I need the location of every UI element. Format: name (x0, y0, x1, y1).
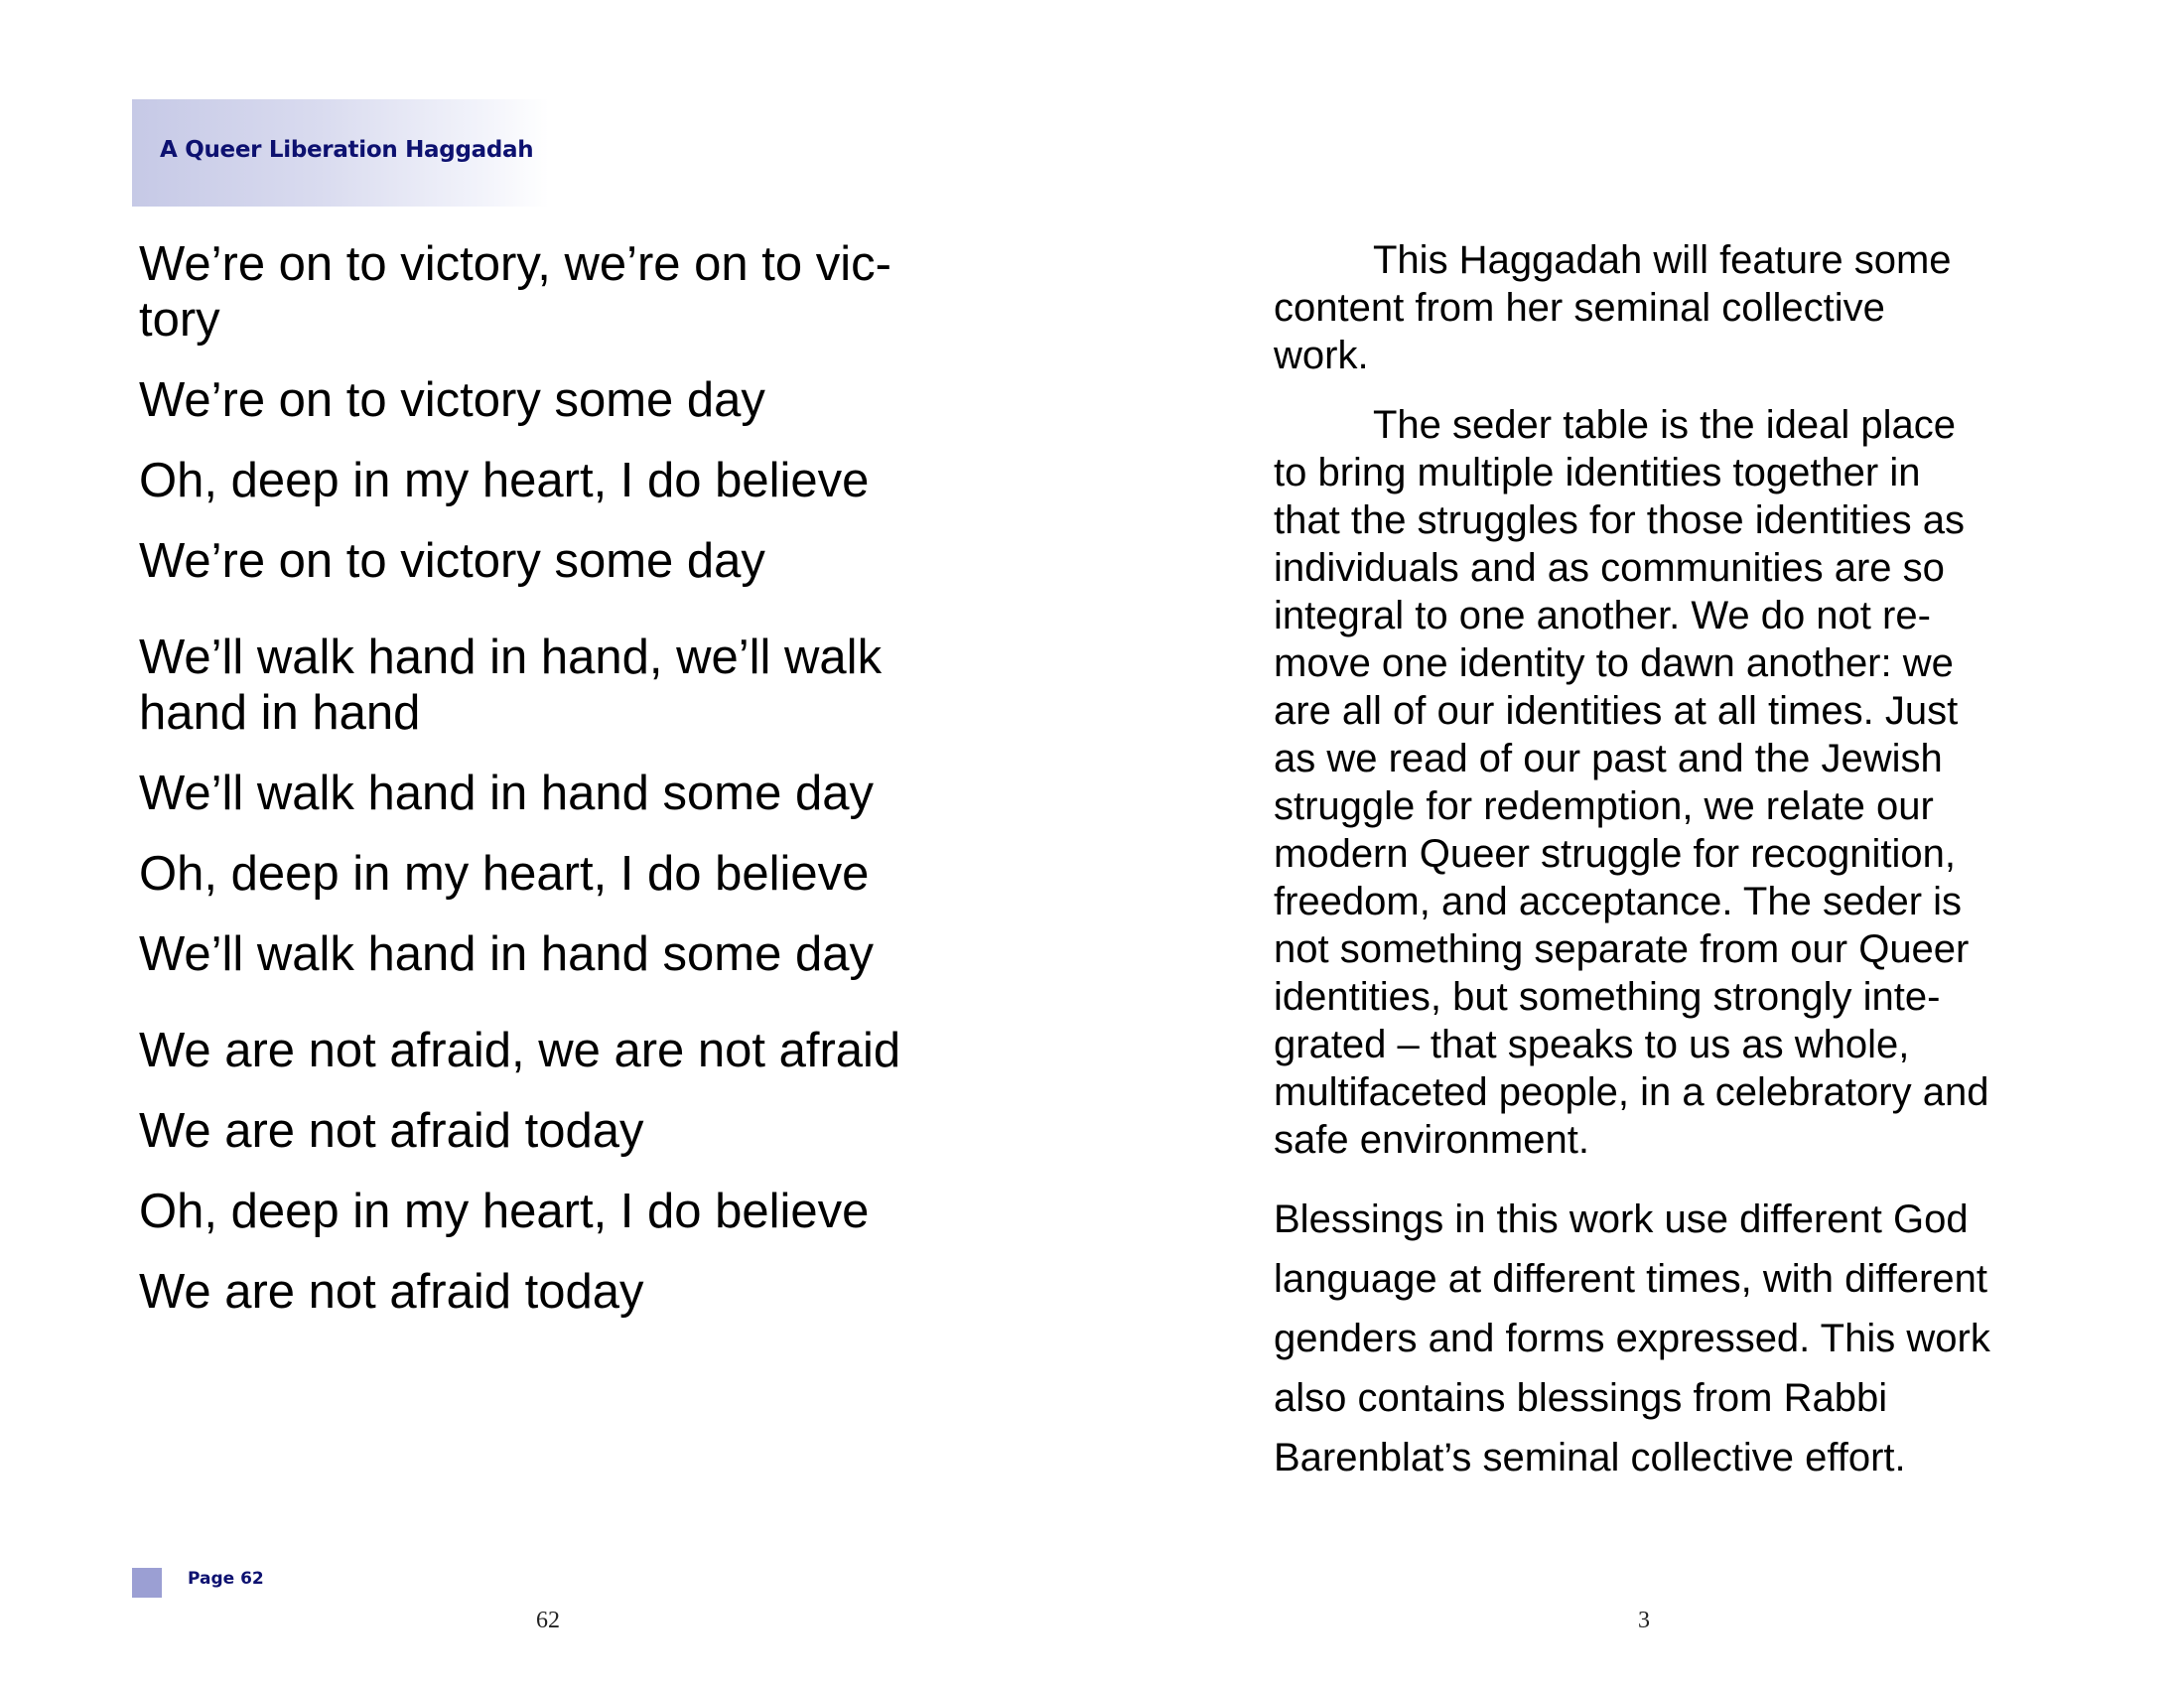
lyric-line: We are not afraid, we are not afraid (139, 1024, 901, 1077)
paragraph-intro: This Haggadah will feature some content from her seminal collective work. (1274, 238, 1952, 377)
lyric-line: We are not afraid today (139, 1104, 644, 1158)
paragraph-seder: The seder table is the ideal place to bring multiple identities together in that the struggles for those identities as individuals and as communities are so integral to one another. We do not re- move one identity to dawn another: we are all of our identities at all times. Just as we read of our past and the Jewish struggle for redemption, we relate our modern Queer struggle for recognition, freedom, and acceptance. The seder is not something separate from our Queer identities, but something strongly inte- grated – that speaks to us as whole, multifaceted people, in a celebratory and safe environment. (1274, 403, 1989, 1162)
verse (139, 1023, 953, 1320)
lyric-line: We’ll walk hand in hand some day (139, 927, 874, 981)
page-number-left: 62 (536, 1608, 560, 1633)
verse (139, 630, 953, 982)
lyric-line: We’re on to victory, we’re on to vic- tory (139, 237, 891, 347)
running-header (132, 99, 549, 207)
paragraph-blessings: Blessings in this work use different God language at different times, with different genders and forms expressed. This work also contains blessings from Rabbi Barenblat’s seminal collective effort. (1274, 1197, 1990, 1479)
lyric-line: Oh, deep in my heart, I do believe (139, 454, 870, 507)
footer-page-label: Page 62 (188, 1569, 264, 1589)
song-lyrics (139, 236, 953, 1360)
lyric-line: We’re on to victory some day (139, 373, 765, 427)
body-text (1274, 236, 2008, 1509)
lyric-line: We’re on to victory some day (139, 534, 765, 588)
lyric-line: We are not afraid today (139, 1265, 644, 1319)
page-number-right: 3 (1638, 1608, 1650, 1633)
right-page (1092, 0, 2184, 1688)
lyric-line: Oh, deep in my heart, I do believe (139, 1185, 870, 1238)
lyric-line: We’ll walk hand in hand some day (139, 767, 874, 820)
verse (139, 236, 953, 589)
footer-marker (132, 1568, 162, 1598)
lyric-line: We’ll walk hand in hand, we’ll walk hand in hand (139, 631, 883, 740)
header-title: A Queer Liberation Haggadah (160, 137, 534, 163)
lyric-line: Oh, deep in my heart, I do believe (139, 847, 870, 901)
